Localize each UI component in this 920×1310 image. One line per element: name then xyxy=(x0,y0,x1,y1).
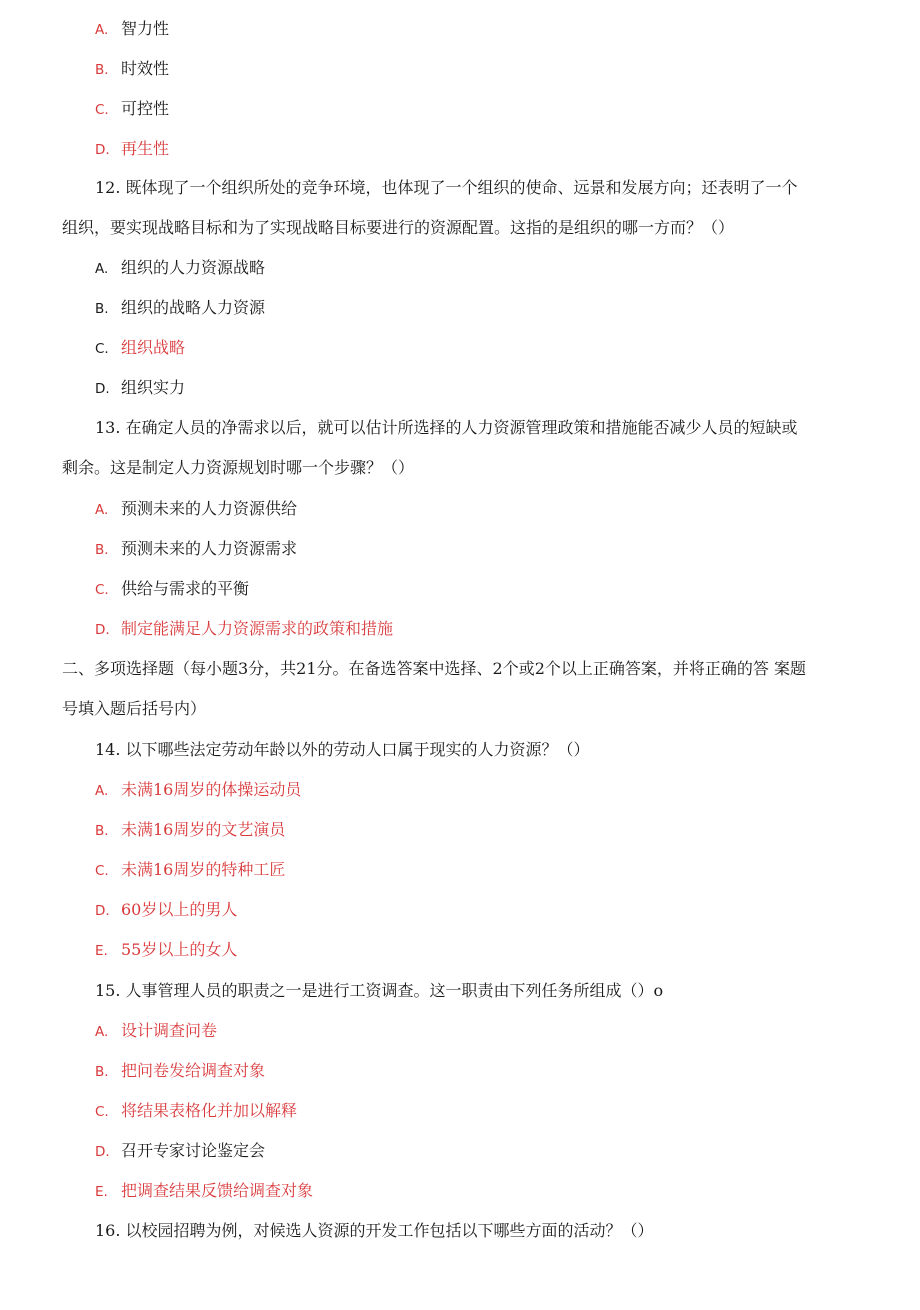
question-15: 15. 人事管理人员的职责之一是进行工资调查。这一职责由下列任务所组成（）o xyxy=(95,981,664,1000)
question-14: 14. 以下哪些法定劳动年龄以外的劳动人口属于现实的人力资源？（） xyxy=(95,740,590,759)
section-heading-line2: 号填入题后括号内） xyxy=(62,699,207,718)
option-text: 制定能满足人力资源需求的政策和措施 xyxy=(121,619,394,638)
option-text: 组织实力 xyxy=(121,378,186,397)
section-heading-line1: 二、多项选择题（每小题3分，共21分。在备选答案中选择、2个或2个以上正确答案，并将正确的答 案题 xyxy=(62,659,806,678)
option-text: 预测未来的人力资源需求 xyxy=(121,539,298,558)
option-text: 供给与需求的平衡 xyxy=(121,579,250,598)
option-text: 把问卷发给调查对象 xyxy=(121,1061,266,1080)
option-line xyxy=(95,899,237,922)
option-line xyxy=(95,1140,265,1163)
option-text: 预测未来的人力资源供给 xyxy=(121,499,298,518)
option-text: 将结果表格化并加以解释 xyxy=(121,1101,298,1120)
option-line xyxy=(95,18,169,41)
option-text: 组织的战略人力资源 xyxy=(121,298,266,317)
option-text: 未满16周岁的特种工匠 xyxy=(121,860,286,879)
option-text: 组织的人力资源战略 xyxy=(121,258,266,277)
option-text: 再生性 xyxy=(121,139,170,158)
option-line xyxy=(95,1100,297,1123)
option-letter: B. xyxy=(95,62,109,78)
option-text: 未满16周岁的文艺演员 xyxy=(121,820,286,839)
option-letter: A. xyxy=(95,1024,109,1040)
option-letter: A. xyxy=(95,783,109,799)
option-letter: D. xyxy=(95,142,110,158)
option-text: 时效性 xyxy=(121,59,170,78)
option-text: 召开专家讨论鉴定会 xyxy=(121,1141,266,1160)
option-letter: C. xyxy=(95,1104,109,1120)
option-line xyxy=(95,257,265,280)
option-letter: B. xyxy=(95,823,109,839)
option-line xyxy=(95,337,185,360)
question-16: 16. 以校园招聘为例，对候选人资源的开发工作包括以下哪些方面的活动？（） xyxy=(95,1221,654,1240)
option-letter: C. xyxy=(95,863,109,879)
option-text: 智力性 xyxy=(121,19,170,38)
option-letter: D. xyxy=(95,622,110,638)
question-12-line2: 组织，要实现战略目标和为了实现战略目标要进行的资源配置。这指的是组织的哪一方而？（） xyxy=(62,218,735,237)
option-letter: B. xyxy=(95,542,109,558)
option-letter: A. xyxy=(95,22,109,38)
question-13-line2: 剩余。这是制定人力资源规划时哪一个步骤？（） xyxy=(62,458,415,477)
option-text: 可控性 xyxy=(121,99,170,118)
option-line xyxy=(95,819,285,842)
option-line xyxy=(95,58,169,81)
option-letter: E. xyxy=(95,943,108,959)
option-text: 把调查结果反馈给调查对象 xyxy=(121,1181,314,1200)
option-line xyxy=(95,98,169,121)
option-letter: B. xyxy=(95,301,109,317)
option-line xyxy=(95,1020,217,1043)
option-text: 未满16周岁的体操运动员 xyxy=(121,780,302,799)
option-line xyxy=(95,859,285,882)
option-letter: B. xyxy=(95,1064,109,1080)
option-line xyxy=(95,377,185,400)
option-line xyxy=(95,779,301,802)
option-letter: D. xyxy=(95,903,110,919)
option-text: 组织战略 xyxy=(121,338,186,357)
option-line xyxy=(95,538,297,561)
option-letter: E. xyxy=(95,1184,108,1200)
option-text: 设计调查问卷 xyxy=(121,1021,218,1040)
option-line xyxy=(95,578,249,601)
option-letter: D. xyxy=(95,381,110,397)
option-line xyxy=(95,1180,313,1203)
option-line xyxy=(95,297,265,320)
option-text: 60岁以上的男人 xyxy=(121,900,238,919)
option-letter: D. xyxy=(95,1144,110,1160)
option-line xyxy=(95,618,393,641)
option-line xyxy=(95,138,169,161)
option-line xyxy=(95,939,237,962)
question-13-line1: 13. 在确定人员的净需求以后，就可以估计所选择的人力资源管理政策和措施能否减少人员的短缺或 xyxy=(95,418,798,437)
question-12-line1: 12. 既体现了一个组织所处的竞争环境，也体现了一个组织的使命、远景和发展方向；还表明了一个 xyxy=(95,178,798,197)
option-letter: A. xyxy=(95,502,109,518)
option-letter: C. xyxy=(95,102,109,118)
option-letter: C. xyxy=(95,582,109,598)
option-letter: C. xyxy=(95,341,109,357)
option-line xyxy=(95,1060,265,1083)
option-text: 55岁以上的女人 xyxy=(121,940,238,959)
option-letter: A. xyxy=(95,261,109,277)
option-line xyxy=(95,498,297,521)
